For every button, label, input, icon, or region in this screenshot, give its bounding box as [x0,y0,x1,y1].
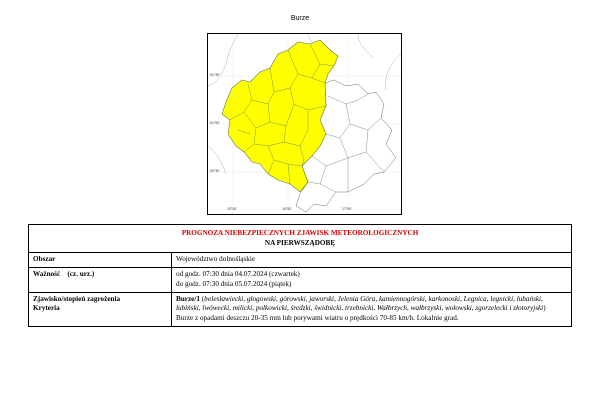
phenomenon-label-cell [29,292,172,326]
lat-label: 50°30' [210,169,220,173]
affected-counties: bolesławiecki, głogowski, górowski, jaworski, Jelenia Góra, kamiennogórski, karkonoski, Legnica, legnicki, lubański, lubiński, lwówecki, milicki, polkowicki, średzki, świdnicki, trzebnicki, Wałbrzych, wałbrzyski, wołowski, zgorzelecki i złotoryjski [176,294,544,313]
criteria-label: Kryteria [33,304,60,313]
area-label: Obszar [29,253,172,268]
phenomenon-label: Zjawisko/stopień zagrożenia [33,294,121,303]
lon-label: 17°00' [342,207,352,211]
lat-label: 51°00' [210,121,220,125]
region-map-svg [208,34,401,214]
area-value: Województwo dolnośląskie [172,253,572,268]
warning-level: Burze/1 [176,294,200,303]
validity-from: od godz. 07:30 dnia 04.07.2024 (czwartek) [176,270,300,279]
validity-value [172,268,572,292]
table-header-row [29,225,572,253]
validity-label-cell [29,268,172,292]
warning-table [28,224,572,327]
table-row-validity [29,268,572,292]
table-row-phenomenon [29,292,572,326]
header-line1: PROGNOZA NIEBEZPIECZNYCH ZJAWISK METEOROLOGICZNYCH [181,229,419,237]
table-row-area [29,253,572,268]
table-header [29,225,572,253]
lon-label: 16°00' [282,207,292,211]
phenomenon-value: Burze/1 (bolesławiecki, głogowski, górowski, jaworski, Jelenia Góra, kamiennogórski, karkonoski, Legnica, legnicki, lubański, lubiński, lwówecki, milicki, polkowicki, średzki, świdnicki, trzebnicki, Wałbrzych, wałbrzyski, wołowski, zgorzelecki i złotoryjski) Burze z opadami deszczu 20-35 mm lub porywami wiatru o prędkości 70-85 km/h. Lokalnie grad. [172,292,572,326]
header-line2: NA PIERWSZĄDOBĘ [264,238,336,247]
map-title: Burze [290,15,310,22]
lat-label: 51°30' [210,73,220,77]
lon-label: 15°30' [227,207,237,211]
criteria-text: Burze z opadami deszczu 20-35 mm lub porywami wiatru o prędkości 70-85 km/h. Lokalnie grad. [176,314,459,323]
validity-label: Ważność [33,270,61,279]
validity-label-extra: (cz. urz.) [67,270,95,279]
validity-to: do godz. 07:30 dnia 05.07.2024 (piątek) [176,279,292,288]
warning-map [207,33,402,215]
